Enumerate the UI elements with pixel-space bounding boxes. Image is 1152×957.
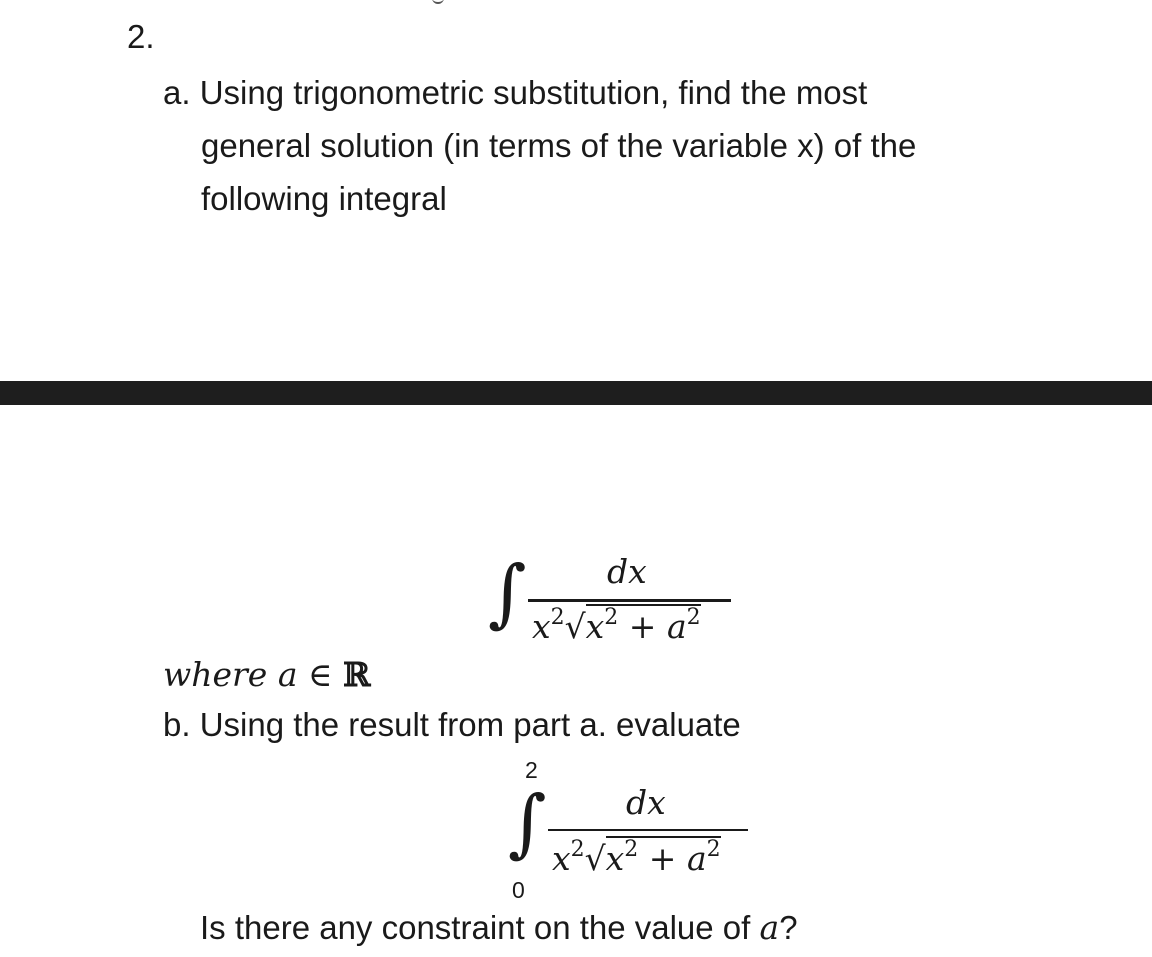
integral-1-radicand (586, 604, 701, 646)
integral-2-lower-limit: 0 (512, 877, 525, 903)
integral-1-fraction-bar (528, 599, 731, 602)
integral-1-denominator (532, 605, 701, 646)
where-word: where (163, 655, 268, 694)
part-b-text: b. Using the result from part a. evaluate (163, 706, 741, 743)
integral-1-radicand-a-exp: 2 (686, 605, 701, 630)
part-a-line-2: general solution (in terms of the variable x) of the (201, 127, 917, 164)
integral-2-radicand-x: x (605, 839, 625, 878)
integral-2-den-x-exp: 2 (570, 837, 585, 862)
integral-1-den-x-exp: 2 (550, 605, 565, 630)
top-cut-mark (432, 0, 444, 4)
integral-2-plus: + (648, 839, 677, 878)
real-numbers-symbol: ℝ (342, 655, 371, 694)
integral-2-upper-limit: 2 (525, 757, 538, 783)
problem-number: 2. (127, 18, 155, 55)
where-clause (163, 655, 370, 694)
integral-1-radicand-x: x (585, 607, 605, 646)
integral-1-den-x: x (532, 607, 551, 646)
part-a-line-1: a. Using trigonometric substitution, find the most (163, 74, 868, 111)
separator-bar (0, 381, 1152, 405)
question-body: Is there any constraint on the value of (200, 909, 760, 946)
integral-2-denominator (552, 837, 721, 878)
integral-2-numerator: dx (626, 783, 666, 822)
part-a-text (163, 66, 916, 225)
integral-1-radicand-a: a (666, 607, 687, 646)
question-mark: ? (779, 909, 798, 946)
integral-sign-2: ∫ (508, 780, 547, 866)
where-variable: a (277, 655, 298, 694)
integral-1-radicand-x-exp: 2 (604, 605, 619, 630)
integral-2-radicand-x-exp: 2 (624, 837, 639, 862)
integral-2-fraction-bar (548, 829, 748, 831)
integral-2-radicand (606, 836, 721, 878)
integral-2-radicand-a-exp: 2 (706, 837, 721, 862)
integral-sign-1: ∫ (488, 550, 527, 636)
question-text (200, 908, 798, 947)
part-a-line-3: following integral (201, 180, 447, 217)
integral-1-plus: + (628, 607, 657, 646)
question-variable: a (759, 908, 780, 947)
sqrt-icon: √ (564, 607, 586, 646)
integral-1-numerator: dx (607, 552, 647, 591)
integral-2-radicand-a: a (686, 839, 707, 878)
sqrt-icon: √ (584, 839, 606, 878)
element-of-symbol: ∈ (308, 655, 333, 694)
integral-2-den-x: x (552, 839, 571, 878)
